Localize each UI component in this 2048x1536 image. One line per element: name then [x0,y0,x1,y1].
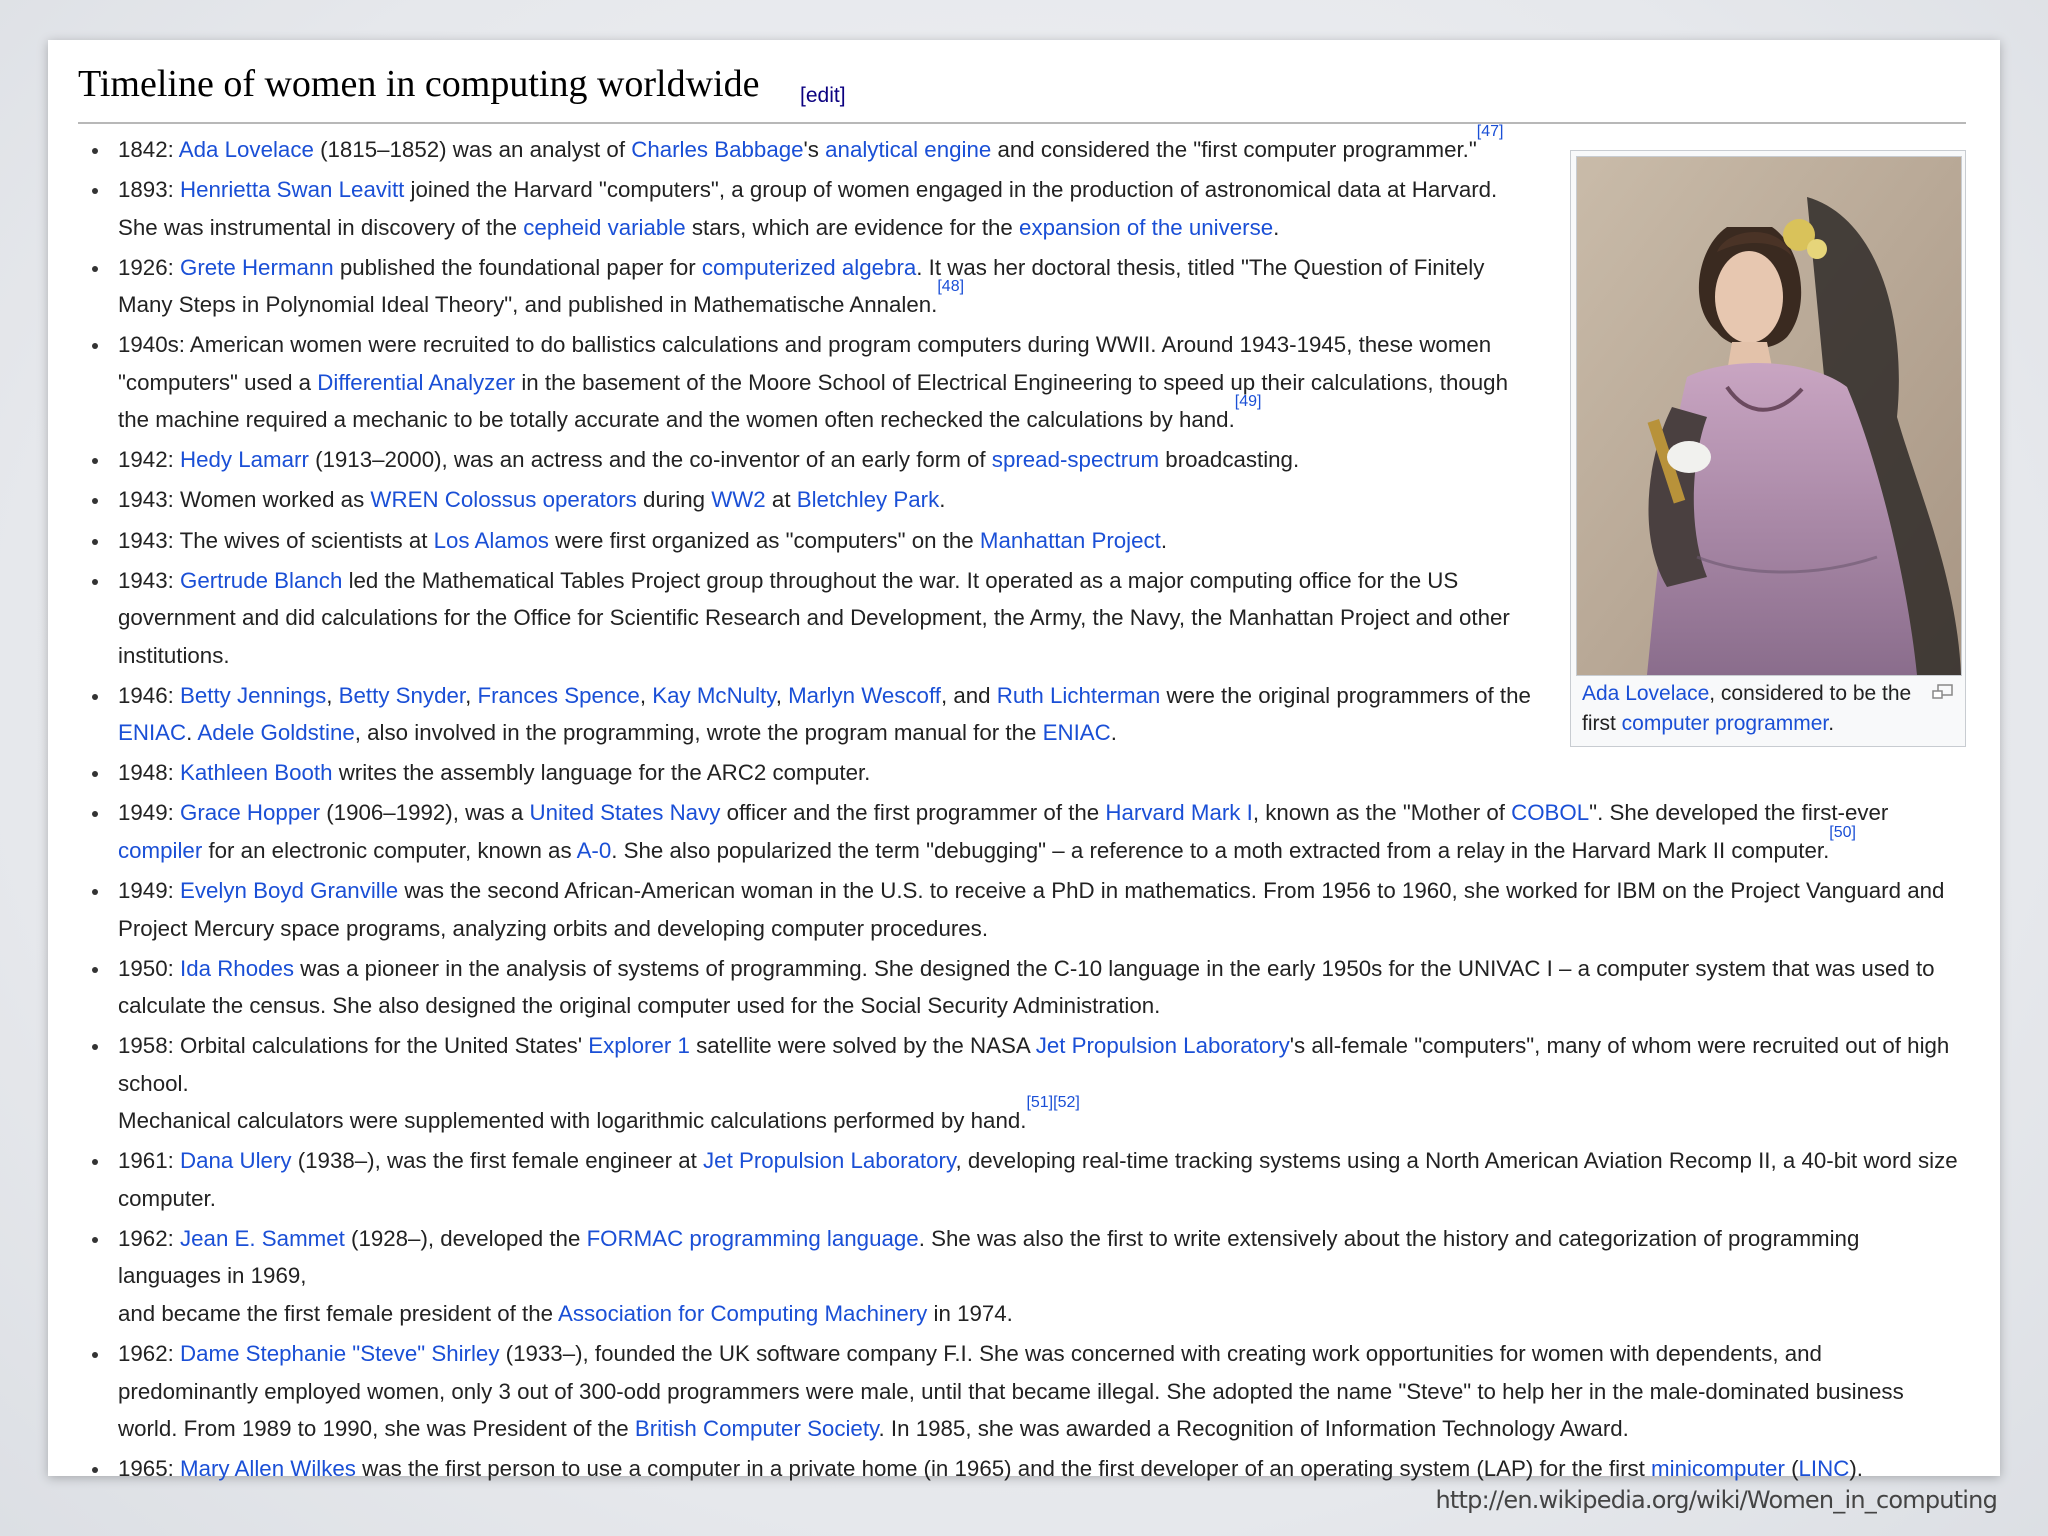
article-link[interactable]: Dana Ulery [180,1148,292,1174]
item-text: 1962: [118,1341,180,1366]
article-link[interactable]: Marlyn Wescoff [788,682,941,708]
item-text: 1893: [118,177,180,203]
article-link[interactable]: computerized algebra [701,254,917,280]
article-link[interactable]: Grace Hopper [180,800,321,826]
item-text: were the original programmers of the [1160,682,1531,708]
timeline-list [78,123,1966,1488]
item-text: officer and the first programmer of the [720,800,1106,826]
item-text: broadcasting. [1159,447,1300,473]
article-link[interactable]: Jet Propulsion Laboratory [703,1148,956,1174]
article-link[interactable]: Hedy Lamarr [180,447,309,473]
item-text: 's [803,137,826,162]
article-link[interactable]: LINC [1798,1456,1850,1482]
article-link[interactable]: Los Alamos [433,527,549,553]
item-text: . It was her doctoral thesis, titled "The Question of Finitely Many Steps in Polynomial Ideal Theory", and published in Mathematische Annalen. [118,254,1485,318]
caption-text: , considered to be the first [1582,682,1912,735]
article-link[interactable]: Association for Computing Machinery [558,1300,928,1326]
item-text: and considered the "first computer programmer." [991,137,1477,162]
item-text: , [465,682,478,708]
item-text: . In 1985, she was awarded a Recognition of Information Technology Award. [878,1416,1629,1441]
item-text: 1943: [118,567,180,593]
item-text: for an electronic computer, known as [202,837,577,863]
article-link[interactable]: Henrietta Swan Leavitt [180,177,405,203]
article-link[interactable]: Ruth Lichterman [996,682,1161,708]
item-text: and became the first female president of the [118,1300,559,1326]
article-link[interactable]: United States Navy [529,800,721,826]
article-content [78,123,1966,1488]
article-link[interactable]: A-0 [576,837,612,863]
item-text: 1950: [118,955,180,981]
item-text: 1965: [118,1456,180,1482]
source-url: http://en.wikipedia.org/wiki/Women_in_computing [1435,1486,1997,1514]
item-text: 1942: [118,447,180,473]
article-link[interactable]: Betty Jennings [180,682,327,708]
item-text: 1943: The wives of scientists at [118,527,434,553]
timeline-item [78,123,1966,169]
timeline-item [78,754,1966,792]
article-link[interactable]: Differential Analyzer [317,369,516,395]
item-text: 1940s: American women were recruited to do ballistics calculations and program computers during WWII. Around 1943-1945, these women "computers" used a [118,332,1492,395]
edit-link[interactable]: [edit] [800,84,846,107]
caption-text-end: . [1828,712,1835,735]
article-link[interactable]: analytical engine [825,137,992,162]
item-text: . She also popularized the term "debugging" – a reference to a moth extracted from a relay in the Harvard Mark II computer. [611,837,1830,863]
item-text: ). [1849,1456,1863,1482]
item-text: were first organized as "computers" on the [548,527,980,553]
article-link[interactable]: Explorer 1 [588,1033,690,1059]
item-text: published the foundational paper for [333,254,702,280]
item-text: (1913–2000), was an actress and the co-inventor of an early form of [308,447,992,473]
item-text: , also involved in the programming, wrote the program manual for the [354,720,1043,746]
article-link[interactable]: Dame Stephanie "Steve" Shirley [180,1341,500,1366]
item-text: ". She developed the first-ever [1589,800,1889,826]
timeline-item [78,326,1966,439]
item-text: 1958: Orbital calculations for the United States' [118,1033,589,1059]
article-link[interactable]: cepheid variable [523,214,686,240]
item-text: 1943: Women worked as [118,487,371,513]
timeline-item [78,1220,1966,1333]
item-text: 's all-female "computers", many of whom were recruited out of high school. [118,1033,1950,1096]
item-text: . She was also the first to write extensively about the history and categorization of programming languages in 1969, [118,1225,1860,1289]
article-link[interactable]: expansion of the universe [1019,214,1274,240]
item-text: (1938–), was the first female engineer at [291,1148,704,1174]
item-text: 1962: [118,1225,180,1251]
item-text: . [186,720,198,746]
article-link[interactable]: Betty Snyder [338,682,466,708]
item-text: joined the Harvard "computers", a group of women engaged in the production of astronomical data at Harvard. She was instrumental in discovery of the [118,177,1498,240]
article-link[interactable]: Mary Allen Wilkes [180,1456,356,1482]
article-link[interactable]: Bletchley Park [796,487,940,513]
item-text: 1949: [118,800,180,826]
item-text: Mechanical calculators were supplemented with logarithmic calculations performed by hand. [118,1108,1027,1134]
section-title: Timeline of women in computing worldwide [78,63,760,105]
article-link[interactable]: Charles Babbage [631,137,804,162]
item-text: 1949: [118,878,180,904]
item-text: (1928–), developed the [344,1225,587,1251]
article-link[interactable]: Manhattan Project [979,527,1161,553]
article-link[interactable]: Gertrude Blanch [180,567,343,593]
citation-link[interactable]: [47] [1476,123,1504,140]
article-link[interactable]: COBOL [1511,800,1590,826]
timeline-item [78,522,1966,560]
item-text: in the basement of the Moore School of Electrical Engineering to speed up their calculations, though the machine required a mechanic to be totally accurate and the women often rechecked the calculations by hand. [118,369,1508,433]
citation-link[interactable]: [50] [1829,823,1856,841]
article-link[interactable]: British Computer Society [634,1416,879,1441]
citation-link[interactable]: [49] [1234,393,1262,411]
caption-link-computer-programmer[interactable]: computer programmer [1621,712,1829,735]
timeline-item [78,562,1966,675]
timeline-item [78,872,1966,947]
item-text: (1815–1852) was an analyst of [313,137,632,162]
timeline-item [78,1335,1966,1448]
timeline-item [78,677,1966,752]
article-link[interactable]: WW2 [711,487,766,513]
timeline-item [78,171,1966,246]
item-text: , known as the "Mother of [1252,800,1512,826]
item-text: was the first person to use a computer in a private home (in 1965) and the first developer of an operating system (LAP) for the first [355,1456,1652,1482]
article-link[interactable]: Adele Goldstine [197,720,355,746]
item-text: satellite were solved by the NASA [689,1033,1036,1059]
article-link[interactable]: Kay McNulty [652,682,776,708]
caption-link-ada-lovelace[interactable]: Ada Lovelace [1582,682,1710,705]
item-text: , [775,682,789,708]
timeline-item [78,249,1966,324]
article-link[interactable]: FORMAC programming language [586,1225,919,1251]
item-text: . [1273,214,1280,240]
article-link[interactable]: minicomputer [1651,1456,1785,1482]
item-text: . [1110,720,1117,746]
item-text: , [639,682,653,708]
timeline-item [78,441,1966,479]
article-link[interactable]: Evelyn Boyd Granville [180,878,399,904]
item-text: in 1974. [927,1300,1013,1326]
article-link[interactable]: Harvard Mark I [1105,800,1253,826]
item-text: (1906–1992), was a [320,800,530,826]
article-link[interactable]: Ida Rhodes [180,955,295,981]
article-link[interactable]: Kathleen Booth [180,760,333,786]
citation-link[interactable]: [48] [937,278,965,296]
item-text: was a pioneer in the analysis of systems of programming. She designed the C-10 language in the early 1950s for the UNIVAC I – a computer system that was used to calculate the census. She also designed the original computer used for the Social Security Administration. [118,955,1935,1019]
item-text: . [939,487,946,513]
citation-link[interactable]: [52] [1053,1094,1080,1112]
slide-card [48,40,2000,1482]
item-text: , developing real-time tracking systems using a North American Aviation Recomp II, a 40-bit word size computer. [118,1148,1958,1211]
item-text: 1961: [118,1148,180,1174]
item-text: ( [1784,1456,1799,1482]
article-link[interactable]: Jean E. Sammet [180,1225,345,1251]
timeline-item [78,950,1966,1025]
article-link[interactable]: Ada Lovelace [178,137,314,162]
citation-link[interactable]: [51] [1026,1094,1054,1112]
article-link[interactable]: spread-spectrum [991,447,1160,473]
item-text: was the second African-American woman in the U.S. to receive a PhD in mathematics. From 1956 to 1960, she worked for IBM on the Project Vanguard and Project Mercury space programs, analyzing orbits and developing computer procedures. [118,878,1945,941]
item-text: 1946: [118,682,180,708]
article-link[interactable]: ENIAC [1042,720,1111,746]
article-link[interactable]: WREN Colossus operators [370,487,637,513]
article-link[interactable]: Frances Spence [477,682,640,708]
article-link[interactable]: Grete Hermann [180,254,334,280]
article-link[interactable]: ENIAC [118,720,187,746]
item-text: led the Mathematical Tables Project group throughout the war. It operated as a major computing office for the US government and did calculations for the Office for Scientific Research and Development, the Army, the Navy, the Manhattan Project and other institutions. [118,567,1510,668]
item-text: stars, which are evidence for the [685,214,1020,240]
item-text: (1933–), founded the UK software company F.I. She was concerned with creating work opportunities for women with dependents, and predominantly employed women, only 3 out of 300-odd programmers were male, until that became illegal. She adopted the name "Steve" to help her in the male-dominated business world. From 1989 to 1990, she was President of the [118,1341,1904,1441]
item-text: 1842: [118,137,179,162]
timeline-item [78,794,1966,869]
timeline-item [78,1027,1966,1140]
item-text: writes the assembly language for the ARC2 computer. [332,760,871,786]
timeline-item [78,481,1966,519]
timeline-item [78,1142,1966,1217]
article-link[interactable]: compiler [118,837,203,863]
item-text: during [636,487,712,513]
item-text: , and [940,682,997,708]
timeline-item [78,1450,1966,1488]
item-text: 1926: [118,254,180,280]
section-heading [78,58,1966,124]
item-text: . [1160,527,1168,553]
article-link[interactable]: Jet Propulsion Laboratory [1035,1033,1290,1059]
item-text: at [765,487,797,513]
item-text: , [326,682,339,708]
item-text: 1948: [118,760,180,786]
